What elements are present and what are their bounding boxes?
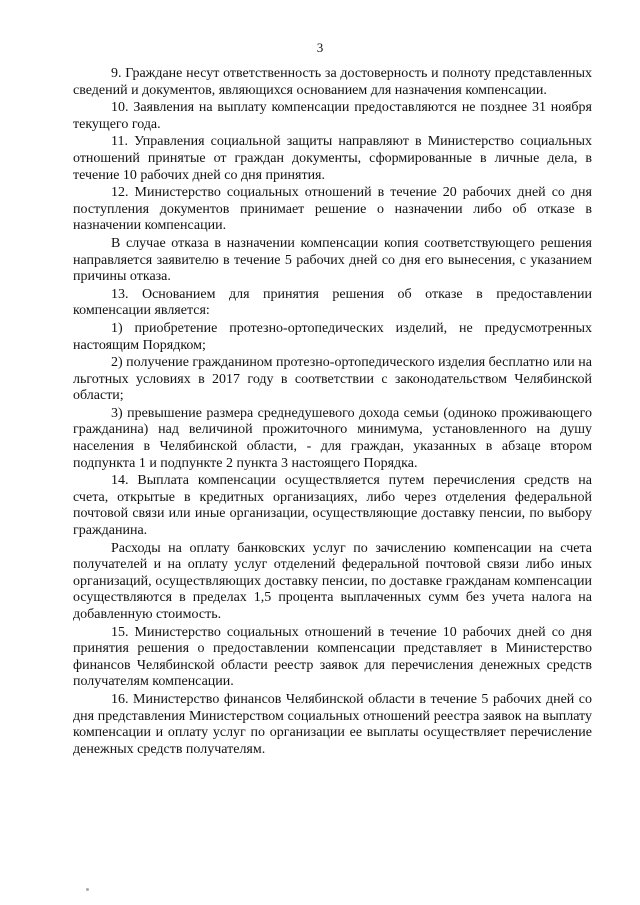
paragraph-13-item-3: 3) превышение размера среднедушевого дохода семьи (одиноко проживающего гражданина) над величиной прожиточного минимума, установленного на душу населения в Челябинской области, - для граждан, указанных в абзаце втором подпункта 1 и подпункте 2 пункта 3 настоящего Порядка. xyxy=(73,405,592,471)
paragraph-14-expenses: Расходы на оплату банковских услуг по зачислению компенсации на счета получателей и на оплату услуг отделений федеральной почтовой связи либо иных организаций, осуществляющих доставку пенсии, по доставке гражданам компенсации осуществляются в пределах 1,5 процента выплаченных сумм без учета налога на добавленную стоимость. xyxy=(73,540,592,622)
paragraph-15: 15. Министерство социальных отношений в течение 10 рабочих дней со дня принятия решения о предоставлении компенсации представляет в Министерство финансов Челябинской области реестр заявок для перечисления денежных средств получателям компенсации. xyxy=(73,624,592,690)
paragraph-12-refusal: В случае отказа в назначении компенсации копия соответствующего решения направляется заявителю в течение 5 рабочих дней со дня его вынесения, с указанием причины отказа. xyxy=(73,235,592,285)
page-number: 3 xyxy=(316,40,324,55)
document-body xyxy=(73,66,592,759)
paragraph-12: 12. Министерство социальных отношений в течение 20 рабочих дней со дня поступления документов принимает решение о назначении либо об отказе в назначении компенсации. xyxy=(73,185,592,234)
paragraph-13-item-1: 1) приобретение протезно-ортопедических изделий, не предусмотренных настоящим Порядком; xyxy=(73,320,592,353)
scan-speck xyxy=(86,888,89,891)
paragraph-10: 10. Заявления на выплату компенсации предоставляются не позднее 31 ноября текущего года. xyxy=(73,100,592,132)
paragraph-9: 9. Граждане несут ответственность за достоверность и полноту представленных сведений и документов, являющихся основанием для назначения компенсации. xyxy=(73,66,592,98)
paragraph-13: 13. Основанием для принятия решения об отказе в предоставлении компенсации является: xyxy=(73,286,592,319)
paragraph-14: 14. Выплата компенсации осуществляется путем перечисления средств на счета, открытые в кредитных организациях, либо через отделения федеральной почтовой связи или иные организации, осуществляющие доставку пенсии, по выбору гражданина. xyxy=(73,473,592,539)
paragraph-13-item-2: 2) получение гражданином протезно-ортопедического изделия бесплатно или на льготных условиях в 2017 году в соответствии с законодательством Челябинской области; xyxy=(73,355,592,404)
paragraph-16: 16. Министерство финансов Челябинской области в течение 5 рабочих дней со дня представления Министерством социальных отношений реестра заявок на выплату компенсации и оплату услуг по организации ее выплаты осуществляет перечисление денежных средств получателям. xyxy=(73,691,592,757)
paragraph-11: 11. Управления социальной защиты направляют в Министерство социальных отношений принятые от граждан документы, сформированные в личные дела, в течение 10 рабочих дней со дня принятия. xyxy=(73,134,592,183)
